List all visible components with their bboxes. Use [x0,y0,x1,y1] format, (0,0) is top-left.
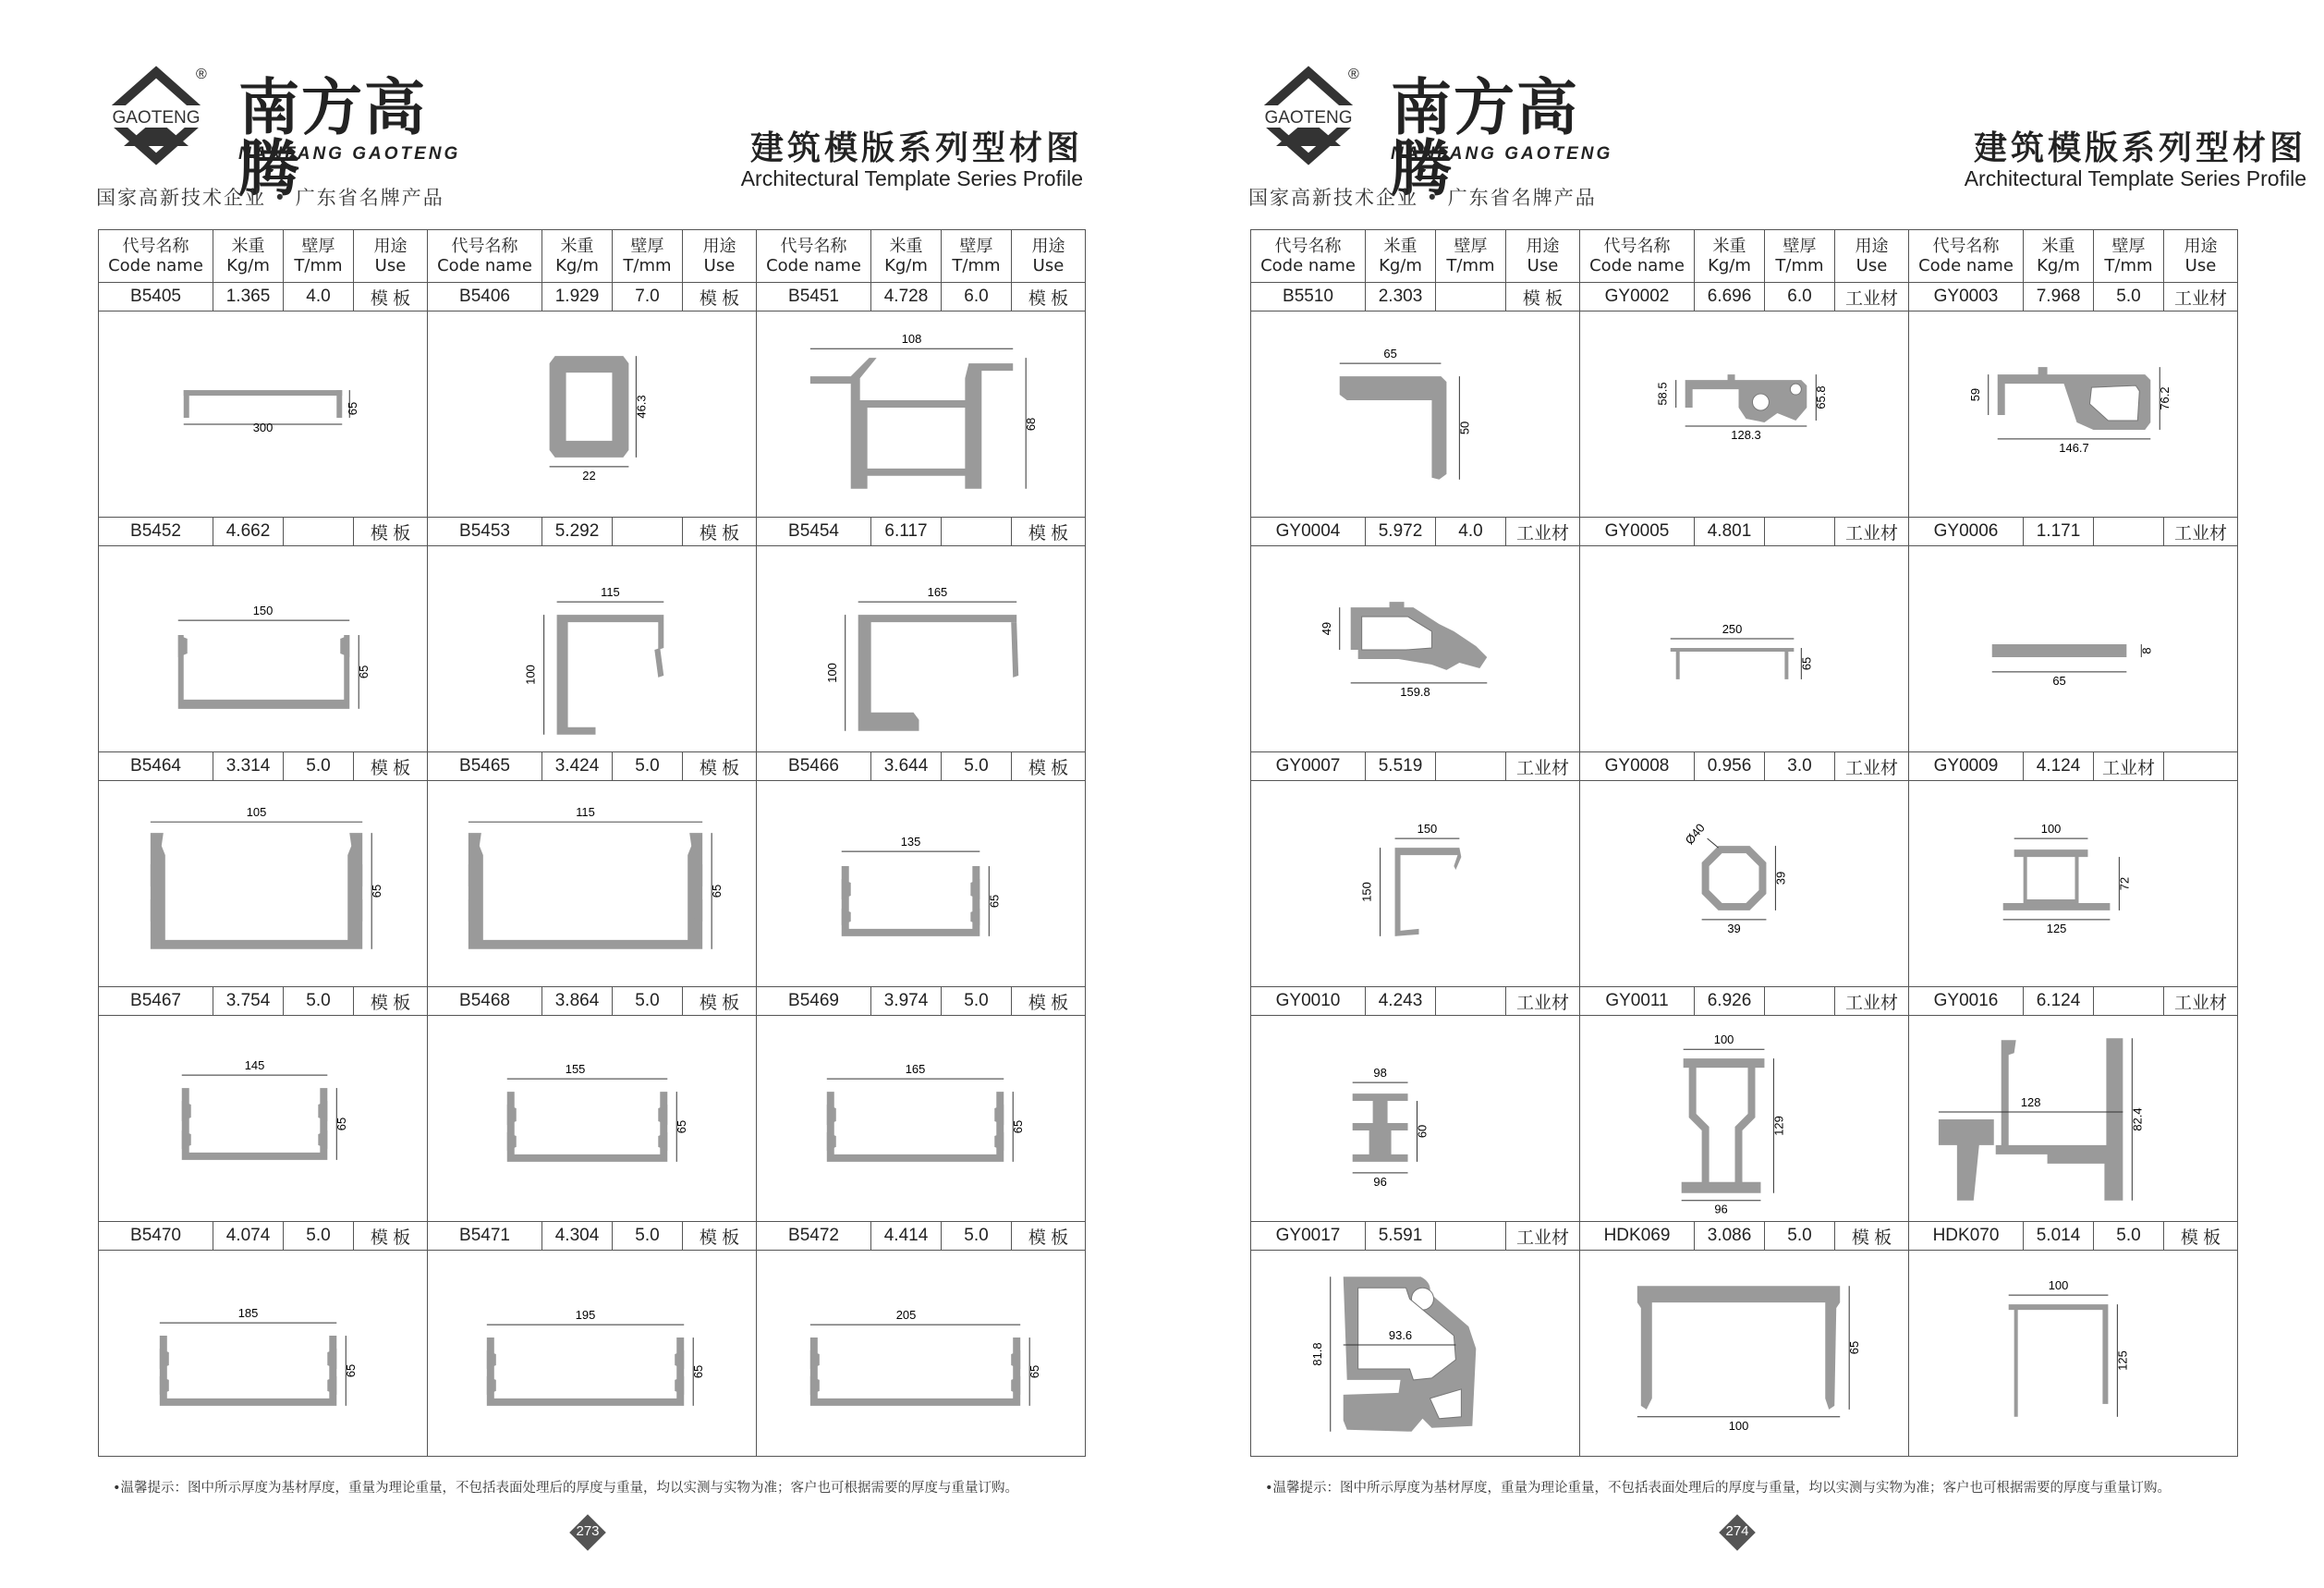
profile-use: 工业材 [1835,283,1909,311]
logo-en-text: GAOTENG [112,108,201,128]
dim-label: 100 [1728,1418,1749,1433]
profile-use: 模 板 [354,283,428,311]
dim-label: 50 [1457,421,1472,435]
profile-drawing [428,311,757,518]
profile-drawing [757,311,1086,518]
dim-label: 150 [1359,882,1374,902]
profile-weight: 4.074 [213,1222,284,1251]
profile-drawing [99,546,428,752]
brand-tagline: 国家高新技术企业 • 广东省名牌产品 [96,187,444,209]
profile-drawing [1909,1251,2238,1457]
header-weight: 米重 Kg/m [1366,230,1436,283]
dim-label: 93.6 [1388,1328,1413,1343]
dim-label: 100 [523,665,538,685]
profile-info-row [99,752,1086,781]
profile-info-row [1251,987,2238,1016]
profile-drawing-row [1251,311,2238,518]
profile-thickness: 5.0 [942,752,1012,781]
dim-label: 65 [370,884,384,898]
profile-weight: 3.864 [542,987,613,1016]
profile-use: 模 板 [683,1222,757,1251]
dim-label: 115 [601,585,620,600]
dim-label: 65 [357,665,371,679]
profile-drawing [99,781,428,987]
profile-thickness [284,518,354,546]
profile-use: 模 板 [1012,752,1086,781]
profile-drawing [428,546,757,752]
profile-code: B5406 [428,283,542,311]
header-weight: 米重 Kg/m [213,230,284,283]
dim-label: 100 [824,663,839,683]
profile-thickness: 5.0 [613,752,683,781]
dim-label: 135 [900,835,921,849]
profile-use: 模 板 [2164,1222,2238,1251]
dim-label: 96 [1714,1202,1728,1216]
profile-drawing [1580,1016,1909,1222]
dim-label: 155 [565,1062,586,1077]
profile-code: GY0003 [1909,283,2024,311]
profile-table [98,229,1086,1457]
profile-info-row [99,518,1086,546]
profile-drawing [1909,781,2238,987]
profile-weight: 1.171 [2024,518,2094,546]
header-code: 代号名称 Code name [1580,230,1695,283]
page-title-cn: 建筑模版系列型材图 [1973,129,2306,167]
profile-thickness [942,518,1012,546]
page-title-en: Architectural Template Series Profile [1964,166,2306,190]
profile-code: B5469 [757,987,871,1016]
profile-code: GY0011 [1580,987,1695,1016]
dim-label: 65 [1847,1340,1862,1355]
dim-label: 129 [1771,1116,1786,1136]
profile-use: 模 板 [1012,283,1086,311]
table-header-row [1251,230,2238,283]
header-thickness: 壁厚 T/mm [2094,230,2164,283]
profile-drawing [1251,1251,1580,1457]
dim-label: 65 [2052,673,2066,688]
header-use: 用途 Use [354,230,428,283]
dim-label: 59 [1967,387,1982,402]
profile-drawing-row [1251,781,2238,987]
profile-use: 模 板 [683,518,757,546]
header-code: 代号名称 Code name [1909,230,2024,283]
profile-thickness: 5.0 [613,1222,683,1251]
profile-drawing [1580,546,1909,752]
profile-drawing [757,546,1086,752]
profile-code: B5471 [428,1222,542,1251]
profile-thickness [613,518,683,546]
profile-use: 工业材 [1506,1222,1580,1251]
dim-label: 49 [1319,621,1333,636]
header-thickness: 壁厚 T/mm [1436,230,1506,283]
profile-drawing-row [1251,1016,2238,1222]
profile-thickness: 5.0 [942,987,1012,1016]
profile-use: 模 板 [1012,987,1086,1016]
profile-thickness: 5.0 [2094,1222,2164,1251]
profile-use: 工业材 [1835,987,1909,1016]
profile-drawing-row [99,546,1086,752]
header-weight: 米重 Kg/m [1695,230,1765,283]
dim-label: Ø40 [1682,821,1708,848]
profile-thickness [2094,518,2164,546]
dim-label: 125 [2046,921,2067,935]
profile-drawing [428,1016,757,1222]
profile-code: GY0006 [1909,518,2024,546]
profile-drawing [1909,311,2238,518]
header-code: 代号名称 Code name [99,230,213,283]
dim-label: 98 [1373,1066,1387,1081]
header-code: 代号名称 Code name [428,230,542,283]
profile-drawing [1580,311,1909,518]
registered-mark: ® [196,67,207,82]
profile-weight: 3.086 [1695,1222,1765,1251]
logo-en-text: GAOTENG [1264,108,1353,128]
page-number: 274 [1725,1523,1749,1539]
dim-label: 65 [710,884,724,898]
profile-info-row [99,987,1086,1016]
profile-use: 工业材 [1506,752,1580,781]
header-use: 用途 Use [683,230,757,283]
page-number-badge [1719,1514,1756,1551]
dim-label: 165 [905,1062,926,1077]
profile-thickness: 5.0 [942,1222,1012,1251]
profile-code: GY0007 [1251,752,1366,781]
profile-use: 模 板 [354,987,428,1016]
profile-drawing-row [99,1016,1086,1222]
profile-drawing [1251,546,1580,752]
profile-thickness: 5.0 [284,1222,354,1251]
dim-label: 72 [2117,876,2132,891]
profile-thickness [1436,987,1506,1016]
dim-label: 150 [252,604,274,618]
profile-weight: 6.696 [1695,283,1765,311]
profile-weight: 6.117 [871,518,942,546]
header-use: 用途 Use [2164,230,2238,283]
header-weight: 米重 Kg/m [542,230,613,283]
page-number: 273 [576,1523,600,1539]
profile-code: B5453 [428,518,542,546]
profile-use: 工业材 [1506,987,1580,1016]
profile-table [1250,229,2238,1457]
profile-thickness: 6.0 [942,283,1012,311]
dim-label: 65 [344,1363,359,1378]
profile-drawing [1580,1251,1909,1457]
profile-drawing [99,1251,428,1457]
profile-weight: 1.365 [213,283,284,311]
profile-code: B5454 [757,518,871,546]
profile-weight: 5.591 [1366,1222,1436,1251]
profile-weight: 4.662 [213,518,284,546]
profile-code: GY0005 [1580,518,1695,546]
dim-label: 65 [1028,1364,1042,1379]
dim-label: 65 [987,894,1002,909]
profile-info-row [99,283,1086,311]
profile-use: 模 板 [683,283,757,311]
profile-weight: 2.303 [1366,283,1436,311]
dim-label: 65 [346,401,360,416]
dim-label: 8 [2139,647,2154,654]
dim-label: 125 [2115,1350,2130,1371]
dim-label: 100 [2048,1278,2069,1293]
profile-code: B5510 [1251,283,1366,311]
dim-label: 150 [1417,822,1438,837]
dim-label: 108 [901,332,922,347]
profile-drawing [1909,1016,2238,1222]
dim-label: 165 [927,585,948,600]
dim-label: 115 [576,805,595,820]
profile-weight: 5.292 [542,518,613,546]
profile-thickness [1765,987,1835,1016]
dim-label: 81.8 [1309,1342,1324,1366]
profile-weight: 7.968 [2024,283,2094,311]
dim-label: 65 [335,1117,349,1131]
profile-weight: 4.801 [1695,518,1765,546]
header-thickness: 壁厚 T/mm [284,230,354,283]
profile-use [2164,752,2238,781]
profile-drawing-row [1251,546,2238,752]
dim-label: 60 [1415,1124,1430,1139]
profile-code: HDK069 [1580,1222,1695,1251]
profile-thickness [1436,752,1506,781]
header-code: 代号名称 Code name [757,230,871,283]
profile-weight: 3.424 [542,752,613,781]
dim-label: 250 [1722,622,1743,637]
profile-thickness: 3.0 [1765,752,1835,781]
brand-name-en: NANFANG GAOTENG [238,144,461,164]
profile-thickness [2094,987,2164,1016]
profile-use: 模 板 [354,752,428,781]
dim-label: 128 [2020,1095,2041,1110]
dim-label: 185 [237,1306,259,1321]
brand-name-en: NANFANG GAOTENG [1391,144,1613,164]
dim-label: 65 [1011,1119,1026,1134]
profile-thickness [1436,283,1506,311]
profile-weight: 4.243 [1366,987,1436,1016]
profile-code: GY0010 [1251,987,1366,1016]
header-thickness: 壁厚 T/mm [1765,230,1835,283]
profile-use: 工业材 [2164,987,2238,1016]
dim-label: 68 [1024,417,1039,432]
header-weight: 米重 Kg/m [2024,230,2094,283]
dim-label: 100 [2040,822,2062,837]
profile-use: 模 板 [1835,1222,1909,1251]
profile-code: GY0017 [1251,1222,1366,1251]
header-weight: 米重 Kg/m [871,230,942,283]
brand-name-cn: 南方高腾 [1391,72,1579,204]
dim-label: 39 [1727,921,1741,935]
profile-weight: 5.972 [1366,518,1436,546]
profile-code: GY0016 [1909,987,2024,1016]
profile-drawing [1251,1016,1580,1222]
profile-info-row [1251,518,2238,546]
footnote: •温馨提示：图中所示厚度为基材厚度，重量为理论重量，不包括表面处理后的厚度与重量，均以实测与实物为准；客户也可根据需要的厚度与重量订购。 [113,1481,1019,1496]
profile-drawing [99,1016,428,1222]
profile-info-row [1251,752,2238,781]
profile-code: B5405 [99,283,213,311]
profile-code: GY0002 [1580,283,1695,311]
dim-label: 65 [691,1364,706,1379]
header-use: 用途 Use [1012,230,1086,283]
registered-mark: ® [1348,67,1359,82]
profile-code: HDK070 [1909,1222,2024,1251]
profile-use: 模 板 [1506,283,1580,311]
profile-use: 模 板 [354,518,428,546]
profile-code: B5470 [99,1222,213,1251]
dim-label: 145 [244,1058,265,1073]
profile-use: 模 板 [1012,518,1086,546]
profile-use: 模 板 [683,987,757,1016]
dim-label: 65 [675,1119,689,1134]
profile-code: B5451 [757,283,871,311]
profile-weight: 5.014 [2024,1222,2094,1251]
table-header-row [99,230,1086,283]
profile-use: 工业材 [1835,518,1909,546]
profile-thickness: 7.0 [613,283,683,311]
dim-label: 96 [1373,1174,1387,1189]
dim-label: 100 [1713,1032,1734,1047]
profile-thickness: 工业材 [2094,752,2164,781]
profile-drawing [1909,546,2238,752]
profile-use: 模 板 [354,1222,428,1251]
profile-thickness [1436,1222,1506,1251]
profile-weight: 4.728 [871,283,942,311]
dim-label: 105 [246,805,267,820]
profile-weight: 6.124 [2024,987,2094,1016]
profile-weight: 4.304 [542,1222,613,1251]
dim-label: 65 [1799,656,1814,671]
profile-info-row [99,1222,1086,1251]
footnote: •温馨提示：图中所示厚度为基材厚度，重量为理论重量，不包括表面处理后的厚度与重量，均以实测与实物为准；客户也可根据需要的厚度与重量订购。 [1265,1481,2172,1496]
profile-weight: 0.956 [1695,752,1765,781]
profile-use: 工业材 [2164,518,2238,546]
profile-drawing [1580,781,1909,987]
dim-label: 195 [575,1308,596,1323]
profile-weight: 3.754 [213,987,284,1016]
profile-thickness: 5.0 [613,987,683,1016]
profile-drawing [1251,311,1580,518]
page-title-en: Architectural Template Series Profile [740,166,1083,190]
header-thickness: 壁厚 T/mm [613,230,683,283]
profile-weight: 3.314 [213,752,284,781]
dim-label: 205 [895,1308,917,1323]
dim-label: 65.8 [1814,385,1829,409]
dim-label: 65 [1383,347,1397,361]
header-use: 用途 Use [1835,230,1909,283]
profile-thickness: 5.0 [2094,283,2164,311]
profile-thickness: 5.0 [284,987,354,1016]
profile-code: B5464 [99,752,213,781]
profile-drawing [99,311,428,518]
profile-drawing [428,781,757,987]
profile-code: GY0008 [1580,752,1695,781]
profile-drawing-row [99,781,1086,987]
profile-thickness: 4.0 [284,283,354,311]
profile-code: B5466 [757,752,871,781]
profile-weight: 5.519 [1366,752,1436,781]
dim-label: 300 [252,420,274,434]
dim-label: 146.7 [2059,440,2089,455]
profile-use: 工业材 [2164,283,2238,311]
profile-thickness: 5.0 [1765,1222,1835,1251]
header-code: 代号名称 Code name [1251,230,1366,283]
profile-code: B5467 [99,987,213,1016]
header-use: 用途 Use [1506,230,1580,283]
dim-label: 58.5 [1655,382,1670,406]
profile-weight: 3.644 [871,752,942,781]
profile-code: B5465 [428,752,542,781]
profile-drawing [757,781,1086,987]
brand-tagline: 国家高新技术企业 • 广东省名牌产品 [1248,187,1597,209]
profile-drawing [1251,781,1580,987]
profile-code: GY0004 [1251,518,1366,546]
profile-thickness: 4.0 [1436,518,1506,546]
dim-label: 159.8 [1400,684,1430,699]
profile-drawing [757,1016,1086,1222]
dim-label: 46.3 [634,395,649,419]
profile-info-row [1251,283,2238,311]
profile-use: 模 板 [1012,1222,1086,1251]
profile-thickness [1765,518,1835,546]
dim-label: 39 [1773,871,1788,886]
profile-weight: 4.414 [871,1222,942,1251]
profile-weight: 3.974 [871,987,942,1016]
profile-drawing-row [99,311,1086,518]
profile-code: B5472 [757,1222,871,1251]
catalog-page-right [1162,0,2323,1588]
profile-thickness: 5.0 [284,752,354,781]
brand-name-cn: 南方高腾 [238,72,427,204]
profile-weight: 1.929 [542,283,613,311]
profile-drawing-row [1251,1251,2238,1457]
header-thickness: 壁厚 T/mm [942,230,1012,283]
profile-use: 模 板 [683,752,757,781]
profile-code: GY0009 [1909,752,2024,781]
dim-label: 22 [582,468,596,483]
profile-code: B5468 [428,987,542,1016]
profile-weight: 6.926 [1695,987,1765,1016]
dim-label: 76.2 [2158,386,2172,410]
dim-label: 82.4 [2130,1107,2145,1131]
profile-thickness: 6.0 [1765,283,1835,311]
page-number-badge [569,1514,606,1551]
profile-code: B5452 [99,518,213,546]
profile-drawing [757,1251,1086,1457]
dim-label: 128.3 [1731,427,1761,442]
profile-use: 工业材 [1835,752,1909,781]
profile-info-row [1251,1222,2238,1251]
profile-drawing-row [99,1251,1086,1457]
page-title-cn: 建筑模版系列型材图 [749,129,1083,167]
profile-use: 工业材 [1506,518,1580,546]
profile-drawing [428,1251,757,1457]
profile-weight: 4.124 [2024,752,2094,781]
